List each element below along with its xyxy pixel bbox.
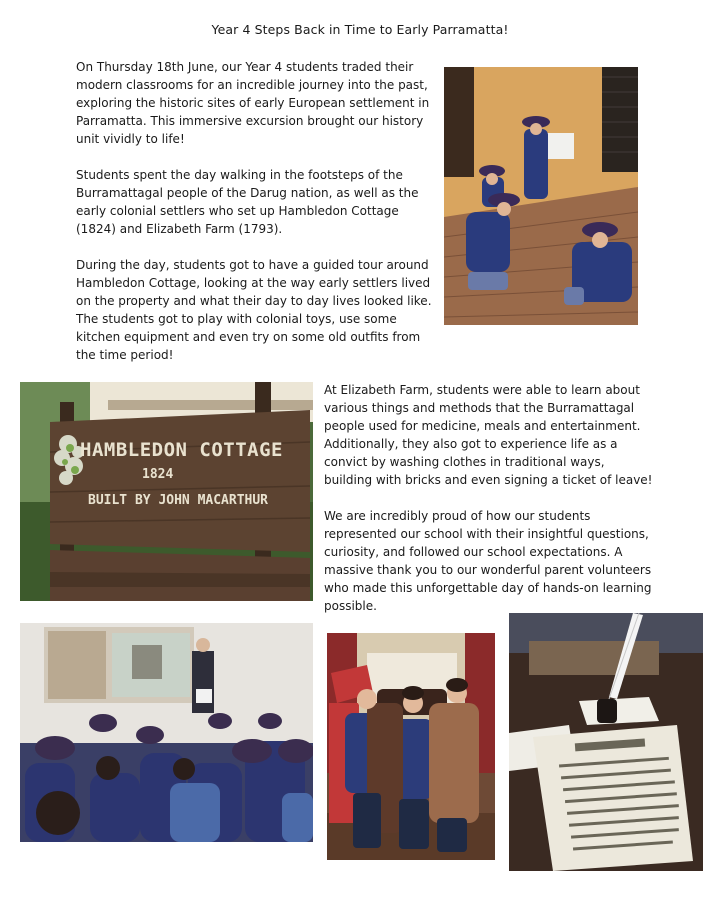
- colonial-costume-photo: [327, 633, 495, 860]
- students-tour-photo: [20, 623, 313, 842]
- sign-line-1: HAMBLEDON COTTAGE: [80, 439, 283, 461]
- sign-line-3: BUILT BY JOHN MACARTHUR: [88, 493, 269, 508]
- footsteps-paragraph: Students spent the day walking in the footsteps of the Burramattagal people of the Darug nation, as well as the early colonial settlers who set up Hambledon Cottage (1824) and Elizabeth Farm (1793).: [76, 168, 419, 236]
- hambledon-paragraph: During the day, students got to have a guided tour around Hambledon Cottage, looking at the way early settlers lived on the property and what their day to day lives looked like. The students got to play with colonial toys, use some kitchen equipment and even try on some old outfits from the time period!: [76, 258, 432, 362]
- elizabeth-farm-paragraph: At Elizabeth Farm, students were able to learn about various things and methods that the Burramattagal people used for medicine, meals and entertainment. Additionally, they also got to experience life as a convict by washing clothes in traditional ways, building with bricks and even signing a ticket of leave!: [324, 383, 653, 487]
- intro-paragraph: On Thursday 18th June, our Year 4 students traded their modern classrooms for an incredible journey into the past, exploring the historic sites of early European settlement in Parramatta. This immersive excursion brought our history unit vividly to life!: [76, 60, 430, 146]
- hambledon-sign-photo: [20, 382, 313, 601]
- page-title: Year 4 Steps Back in Time to Early Parramatta!: [211, 22, 509, 37]
- thanks-paragraph: We are incredibly proud of how our students represented our school with their insightful questions, curiosity, and followed our school expectations. A massive thank you to our wonderful parent volunteers who made this unforgettable day of hands-on learning possible.: [324, 509, 652, 613]
- sign-line-2: 1824: [142, 467, 174, 482]
- students-courtyard-photo: [444, 67, 638, 325]
- ticket-of-leave-photo: [509, 613, 703, 871]
